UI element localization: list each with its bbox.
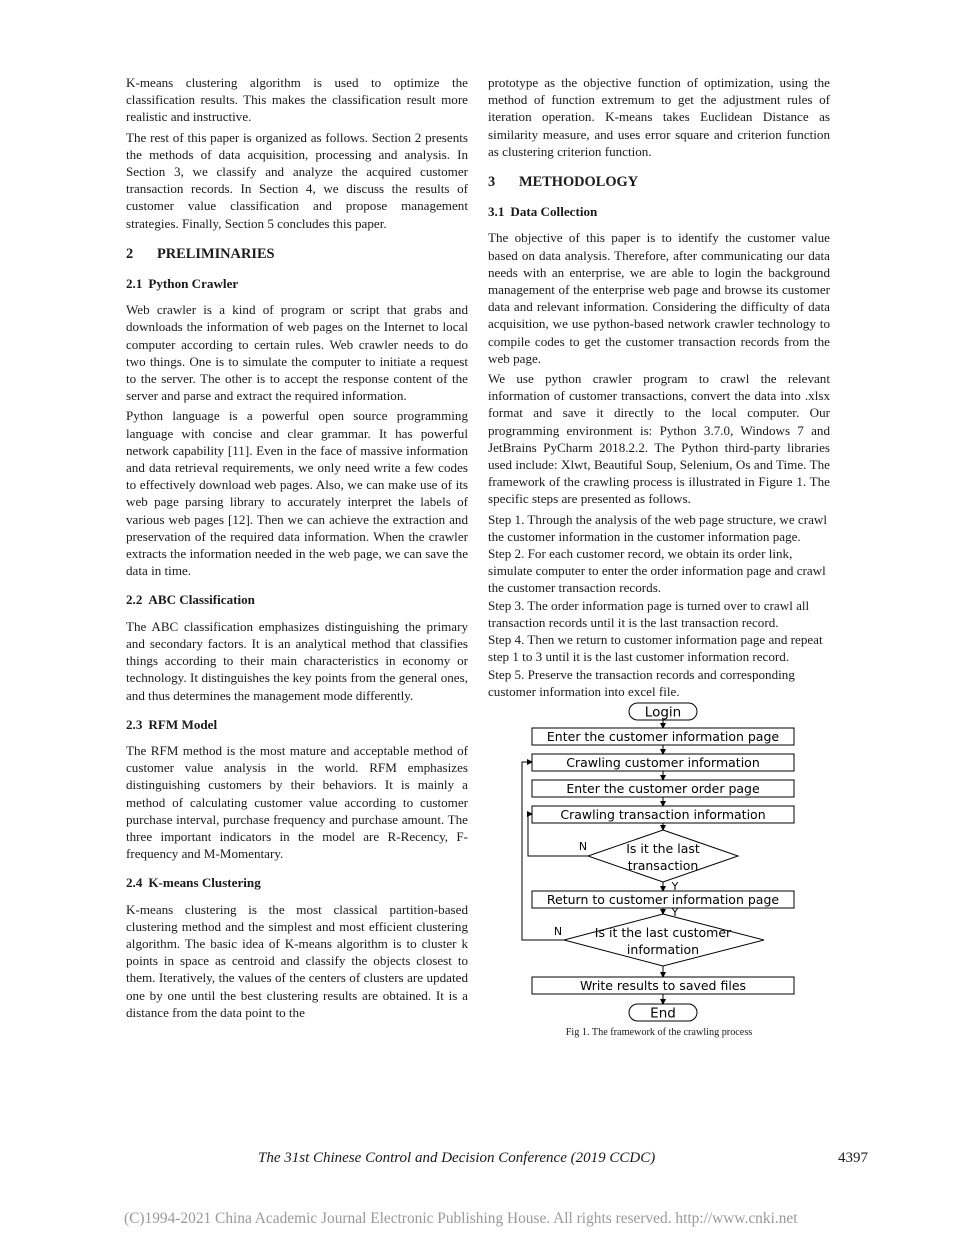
kmeans-paragraph: K-means clustering is the most classical partition-based clustering method and the simplest and most efficient clustering algorithm. The basic idea of K-means algorithm is to cluster k points in space as centroid and classify the objects closest to them. Iteratively, the values of the centers of clusters are updated one by one until the best clustering results are obtained. It is a distance from the data point to the (126, 901, 468, 1020)
enter-order-page-label: Enter the customer order page (566, 780, 760, 796)
enter-customer-page-label: Enter the customer information page (546, 728, 780, 744)
crawl-transaction-label: Crawling transaction information (560, 806, 766, 822)
section-number: 3 (488, 174, 496, 191)
flowchart (488, 702, 830, 1022)
conference-name: The 31st Chinese Control and Decision Conference (2019 CCDC) (258, 1150, 656, 1166)
subsection-title: Data Collection (510, 204, 598, 220)
right-column (488, 74, 830, 1044)
subsection-title: RFM Model (148, 716, 218, 732)
login-label: Login (644, 704, 682, 721)
subsection-title: K-means Clustering (148, 875, 261, 891)
decision1-label-line1: Is it the last (626, 840, 700, 856)
end-label: End (650, 1005, 676, 1022)
yes-label-1: Y (671, 879, 679, 893)
section-title: PRELIMINARIES (157, 245, 275, 262)
kmeans-continued-paragraph: prototype as the objective function of optimization, using the method of function extremum to get the adjustment rules of iteration operation. K-means takes Euclidean Distance as similarity measure, and uses error square and criterion function as clustering criterion function. (488, 75, 830, 159)
crawling-process-figure (488, 702, 830, 1044)
abc-classification-paragraph: The ABC classification emphasizes distinguishing the primary and secondary factors. It is an analytical method that classifies things according to their main characteristics in economy or technology. It distinguishes the key points from the general ones, and thus determines the management mode differently. (126, 618, 468, 703)
decision1-label-line2: transaction (627, 857, 699, 873)
decision2-label-line2: information (626, 941, 700, 957)
subsection-3-1-heading (488, 203, 830, 220)
rfm-model-paragraph: The RFM method is the most mature and acceptable method of customer value analysis in the world. RFM emphasizes distinguishing customers by their behaviors. It is mainly a method of calculating customer value according to customer purchase interval, purchase frequency and purchase amount. The three important indicators in the model are R-Recency, F-frequency and M-Momentary. (126, 742, 468, 862)
subsection-2-1-heading (126, 275, 468, 292)
section-3-heading (488, 174, 830, 191)
subsection-number: 2.1 (126, 276, 143, 292)
subsection-2-2-heading (126, 591, 468, 608)
section-number: 2 (126, 245, 134, 262)
no-label-1: N (578, 839, 588, 853)
subsection-number: 2.4 (126, 875, 143, 891)
subsection-2-4-heading (126, 874, 468, 891)
last-transaction-decision (588, 830, 738, 882)
last-customer-decision (564, 914, 764, 966)
subsection-number: 3.1 (488, 204, 505, 220)
subsection-number: 2.3 (126, 716, 143, 732)
no-label-2: N (553, 924, 563, 938)
data-collection-paragraph-1: The objective of this paper is to identify the customer value based on data analysis. Therefore, after communicating our data needs with an enterprise, we are able to login the background management of the enterprise web page and browse its customer data and relevant information. Considering the difficulty of data acquisition, we use python-based network crawler technology to compile codes to get the customer transaction records from the web page. (488, 230, 830, 366)
decision2-label-line1: Is it the last customer (594, 924, 732, 940)
left-column (126, 74, 468, 1024)
subsection-number: 2.2 (126, 592, 143, 608)
data-collection-paragraph-2: We use python crawler program to crawl the relevant information of customer transactions, convert the data into .xlsx format and save it directly to the local computer. Our programming environment is: Python 3.7.0, Windows 7 and JetBrains PyCharm 2018.2.2. The Python third-party libraries used include: Xlwt, Beautiful Soup, Selenium, Os and Time. The framework of the crawling process is illustrated in Figure 1. The specific steps are presented as follows. (488, 371, 830, 507)
section-title: METHODOLOGY (519, 174, 639, 191)
figure-caption: Fig 1. The framework of the crawling process (565, 1026, 753, 1038)
intro-paragraph-2: The rest of this paper is organized as follows. Section 2 presents the methods of data acquisition, processing and analysis. In Section 3, we classify and analyze the acquired customer transaction records. In Section 4, we discuss the results of customer value classification and propose management strategies. Finally, Section 5 concludes this paper. (126, 129, 468, 231)
intro-paragraph-1: K-means clustering algorithm is used to optimize the classification results. This makes the classification result more realistic and instructive. (126, 75, 468, 125)
yes-label-2: Y (671, 905, 679, 919)
step-2: Step 2. For each customer record, we obtain its order link, simulate computer to enter the order information page and crawl the customer transaction records. (488, 546, 826, 596)
step-5: Step 5. Preserve the transaction records and corresponding customer information into excel file. (488, 666, 795, 699)
crawl-customer-label: Crawling customer information (566, 754, 760, 770)
subsection-title: ABC Classification (148, 592, 255, 608)
section-2-heading (126, 246, 468, 263)
subsection-2-3-heading (126, 716, 468, 733)
step-4: Step 4. Then we return to customer information page and repeat step 1 to 3 until it is the last customer information record. (488, 632, 823, 665)
page-number: 4397 (838, 1150, 868, 1166)
return-customer-page-label: Return to customer information page (546, 891, 780, 907)
write-results-label: Write results to saved files (579, 977, 747, 993)
subsection-title: Python Crawler (148, 276, 239, 292)
step-1: Step 1. Through the analysis of the web page structure, we crawl the customer information in the customer information page. (488, 511, 828, 544)
python-crawler-paragraph-2: Python language is a powerful open source programming language with concise and clear grammar. It has powerful network capability [11]. Even in the face of massive information and data retrieval requirements, we only need write a few codes to effectively download web pages. Also, we can make use of its web page parsing library to accurately interpret the labels of various web pages [12]. Then we can achieve the extraction and preservation of the required data information. When the crawler extracts the information needed in the web page, we can save the data in time. (126, 408, 468, 579)
step-3: Step 3. The order information page is turned over to crawl all transaction records until it is the last transaction record. (488, 597, 810, 630)
copyright-notice: (C)1994-2021 China Academic Journal Electronic Publishing House. All rights reserved. http://www.cnki.net (124, 1210, 798, 1227)
python-crawler-paragraph-1: Web crawler is a kind of program or script that grabs and downloads the information of web pages on the Internet to local computer according to certain rules. Web crawler needs to do two things. One is to simulate the computer to initiate a request to the server. The other is to accept the response content of the server and parse and extract the required information. (126, 302, 468, 404)
